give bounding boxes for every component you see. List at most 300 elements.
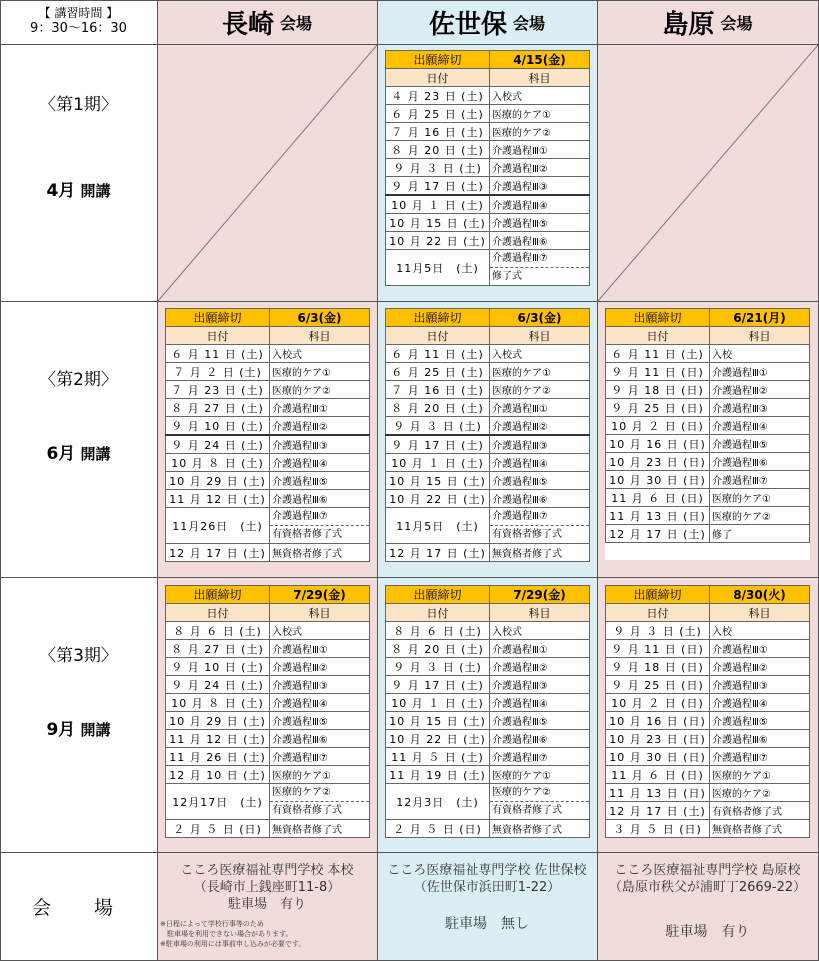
- table-row: [166, 417, 370, 436]
- column-header-row: [386, 69, 590, 87]
- session-subject: 介護過程Ⅲ②: [490, 658, 590, 676]
- period-start: [0, 439, 157, 464]
- session-date: 10 月 23 日 (日): [606, 453, 710, 471]
- session-date: 11 月 ５ 日 (土): [386, 748, 490, 766]
- deadline-label: 出願締切: [606, 309, 710, 327]
- period-start-word: 開講: [80, 721, 111, 739]
- session-subject: 入校式: [270, 622, 370, 640]
- session-subject: [490, 250, 590, 286]
- subject-line-1: 介護過程Ⅲ⑦: [490, 508, 589, 526]
- table-row: [386, 694, 590, 712]
- table-row: [166, 381, 370, 399]
- column-header-date: 日付: [606, 604, 710, 622]
- table-row: [386, 141, 590, 159]
- table-row: [386, 123, 590, 141]
- session-date: 10 月 30 日 (日): [606, 471, 710, 489]
- session-date: 12月17日 (土): [166, 784, 270, 820]
- table-row: [606, 525, 810, 543]
- subject-line-1: 介護過程Ⅲ⑦: [490, 250, 589, 268]
- session-subject: 修了: [710, 525, 810, 543]
- session-subject: 介護過程Ⅲ④: [270, 454, 370, 472]
- session-subject: 介護過程Ⅲ⑥: [490, 730, 590, 748]
- column-header-row: [606, 604, 810, 622]
- column-header-row: [166, 604, 370, 622]
- session-subject: 介護過程Ⅲ③: [270, 435, 370, 454]
- table-row: [606, 748, 810, 766]
- column-header-row: [166, 327, 370, 345]
- session-subject: 介護過程Ⅲ⑥: [490, 232, 590, 250]
- table-row: [386, 622, 590, 640]
- session-date: 10 月 15 日 (土): [386, 472, 490, 490]
- venue-row-label: 会 場: [31, 896, 125, 919]
- header-sasebo: [377, 0, 597, 44]
- session-subject: [490, 784, 590, 820]
- table-row: [606, 766, 810, 784]
- session-date: ９ 月 17 日 (土): [386, 676, 490, 694]
- period-3: [0, 577, 157, 852]
- deadline-label: 出願締切: [166, 309, 270, 327]
- session-date: 10 月 １ 日 (土): [386, 454, 490, 472]
- session-date: 10 月 16 日 (日): [606, 712, 710, 730]
- session-subject: 介護過程Ⅲ③: [490, 676, 590, 694]
- table-row: [386, 214, 590, 232]
- table-row: [386, 399, 590, 417]
- table-row: [386, 454, 590, 472]
- period-month: 4月: [46, 181, 76, 201]
- table-row: [166, 676, 370, 694]
- table-row: [386, 472, 590, 490]
- table-row: [606, 489, 810, 507]
- session-date: ８ 月 27 日 (土): [166, 399, 270, 417]
- venue-name: 佐世保: [428, 9, 507, 40]
- session-date: 10 月 ２ 日 (日): [606, 417, 710, 435]
- session-subject: 医療的ケア②: [490, 123, 590, 141]
- schedule-table-p2-shimabara: [605, 308, 810, 560]
- deadline-row: [166, 309, 370, 327]
- deadline-date: 6/21(月): [710, 309, 810, 327]
- subject-line-1: 医療的ケア②: [270, 784, 369, 802]
- venue-info-nagasaki: [157, 852, 377, 960]
- subject-line-2: 有資格者修了式: [272, 805, 342, 816]
- session-date: 11 月 19 日 (土): [386, 766, 490, 784]
- table-row: [166, 363, 370, 381]
- table-row: [606, 399, 810, 417]
- period-label: 〈第3期〉: [39, 646, 118, 666]
- session-subject: 無資格者修了式: [270, 820, 370, 838]
- period-start: [0, 176, 157, 201]
- session-subject: 介護過程Ⅲ⑤: [490, 712, 590, 730]
- table-row: [386, 508, 590, 544]
- parking-info: 駐車場 無し: [445, 916, 529, 932]
- not-held-shimabara-p1: [598, 45, 818, 301]
- session-subject: 無資格者修了式: [490, 820, 590, 838]
- session-subject: [270, 784, 370, 820]
- session-subject: 介護過程Ⅲ⑥: [270, 730, 370, 748]
- session-subject: 介護過程Ⅲ①: [490, 640, 590, 658]
- session-date: ６ 月 11 日 (土): [386, 345, 490, 363]
- session-subject: 介護過程Ⅲ③: [710, 399, 810, 417]
- session-date: ７ 月 ２ 日 (土): [166, 363, 270, 381]
- session-date: ９ 月 17 日 (土): [386, 177, 490, 196]
- column-header-subject: 科目: [710, 327, 810, 345]
- session-date: ９ 月 10 日 (土): [166, 658, 270, 676]
- parking-notes: [157, 919, 377, 949]
- session-date: 10 月 29 日 (土): [166, 712, 270, 730]
- table-row: [166, 454, 370, 472]
- table-row: [386, 177, 590, 196]
- session-date: 12 月 17 日 (土): [606, 525, 710, 543]
- table-row: [606, 507, 810, 525]
- deadline-row: [166, 586, 370, 604]
- table-row: [606, 435, 810, 453]
- session-subject: 介護過程Ⅲ⑤: [270, 472, 370, 490]
- subject-line-1: 医療的ケア②: [490, 784, 589, 802]
- table-row: [386, 159, 590, 177]
- session-date: ９ 月 18 日 (日): [606, 381, 710, 399]
- table-row: [606, 784, 810, 802]
- column-header-subject: 科目: [490, 327, 590, 345]
- table-row: [386, 730, 590, 748]
- subject-line-2: 有資格者修了式: [272, 529, 342, 540]
- table-row: [606, 676, 810, 694]
- session-date: 11月26日 (土): [166, 508, 270, 544]
- session-subject: 介護過程Ⅲ⑦: [710, 748, 810, 766]
- table-row: [386, 250, 590, 286]
- session-subject: 医療的ケア①: [710, 766, 810, 784]
- session-subject: 介護過程Ⅲ①: [270, 399, 370, 417]
- table-row: [386, 748, 590, 766]
- table-row: [386, 87, 590, 105]
- session-date: 11月5日 (土): [386, 250, 490, 286]
- table-row: [166, 712, 370, 730]
- period-label: 〈第2期〉: [39, 370, 118, 390]
- deadline-row: [606, 309, 810, 327]
- deadline-row: [606, 586, 810, 604]
- period-start: [0, 715, 157, 740]
- session-date: 10 月 １ 日 (土): [386, 694, 490, 712]
- table-row: [386, 417, 590, 436]
- session-subject: 介護過程Ⅲ⑤: [490, 472, 590, 490]
- table-row: [166, 658, 370, 676]
- period-start-word: 開講: [80, 182, 111, 200]
- session-date: 11 月 ６ 日 (日): [606, 489, 710, 507]
- session-date: ８ 月 20 日 (土): [386, 141, 490, 159]
- period-month: 9月: [46, 720, 76, 740]
- session-subject: 介護過程Ⅲ⑦: [710, 471, 810, 489]
- session-subject: 介護過程Ⅲ①: [710, 363, 810, 381]
- session-subject: 入校: [710, 345, 810, 363]
- table-row: [386, 232, 590, 250]
- session-subject: 医療的ケア①: [490, 766, 590, 784]
- table-row: [606, 453, 810, 471]
- deadline-label: 出願締切: [606, 586, 710, 604]
- session-date: 10 月 22 日 (土): [386, 490, 490, 508]
- session-date: 11 月 ６ 日 (日): [606, 766, 710, 784]
- session-date: ４ 月 23 日 (土): [386, 87, 490, 105]
- schedule-table-p3-shimabara: [605, 585, 810, 838]
- column-header-row: [606, 327, 810, 345]
- table-row: [386, 105, 590, 123]
- school-address: （長崎市上銭座町11-8）: [193, 880, 341, 895]
- session-date: ２ 月 ５ 日 (日): [166, 820, 270, 838]
- session-subject: 介護過程Ⅲ②: [490, 417, 590, 436]
- table-row: [166, 508, 370, 544]
- table-row: [386, 766, 590, 784]
- school-name: こころ医療福祉専門学校 島原校: [614, 863, 801, 878]
- table-row: [606, 363, 810, 381]
- subject-line-2: 有資格者修了式: [492, 805, 562, 816]
- table-row: [386, 345, 590, 363]
- venue-name: 長崎: [221, 9, 274, 40]
- session-date: 10 月 １ 日 (土): [386, 195, 490, 214]
- column-header-subject: 科目: [270, 327, 370, 345]
- period-month: 6月: [46, 444, 76, 464]
- session-subject: 介護過程Ⅲ②: [490, 159, 590, 177]
- table-row: [166, 730, 370, 748]
- table-row: [166, 622, 370, 640]
- school-address: （島原市秩父が浦町丁2669-22）: [608, 880, 807, 895]
- session-subject: 介護過程Ⅲ⑤: [490, 214, 590, 232]
- venue-name: 島原: [662, 9, 715, 40]
- table-row: [166, 640, 370, 658]
- session-date: ９ 月 25 日 (日): [606, 399, 710, 417]
- table-row: [166, 345, 370, 363]
- deadline-label: 出願締切: [386, 309, 490, 327]
- deadline-label: 出願締切: [386, 51, 490, 69]
- parking-info: 駐車場 有り: [227, 897, 306, 912]
- table-row: [606, 640, 810, 658]
- note-line: 駐車場を利用できない場合があります。: [160, 930, 293, 938]
- note-line: ※駐車場の利用には事前申し込みが必要です。: [160, 940, 306, 948]
- table-row: [386, 435, 590, 454]
- deadline-date: 6/3(金): [270, 309, 370, 327]
- table-row: [166, 766, 370, 784]
- column-header-row: [386, 604, 590, 622]
- period-2: [0, 301, 157, 577]
- column-header-date: 日付: [386, 69, 490, 87]
- session-subject: 介護過程Ⅲ④: [490, 694, 590, 712]
- table-row: [606, 345, 810, 363]
- table-row: [606, 471, 810, 489]
- session-subject: 入校式: [270, 345, 370, 363]
- session-subject: 介護過程Ⅲ①: [710, 640, 810, 658]
- table-row: [606, 658, 810, 676]
- session-subject: 無資格者修了式: [270, 544, 370, 562]
- session-subject: 介護過程Ⅲ②: [270, 417, 370, 436]
- session-date: 10 月 22 日 (土): [386, 730, 490, 748]
- deadline-date: 8/30(火): [710, 586, 810, 604]
- session-subject: 医療的ケア②: [710, 507, 810, 525]
- session-date: 12 月 17 日 (土): [386, 544, 490, 562]
- deadline-date: 7/29(金): [490, 586, 590, 604]
- session-subject: 介護過程Ⅲ⑥: [710, 730, 810, 748]
- period-label: 〈第1期〉: [39, 95, 118, 115]
- column-header-subject: 科目: [270, 604, 370, 622]
- session-date: 11 月 13 日 (日): [606, 507, 710, 525]
- table-row: [166, 399, 370, 417]
- session-date: ７ 月 23 日 (土): [166, 381, 270, 399]
- table-row: [166, 544, 370, 562]
- session-date: ９ 月 ３ 日 (土): [386, 658, 490, 676]
- session-subject: 無資格者修了式: [490, 544, 590, 562]
- period-1: [0, 44, 157, 301]
- table-row: [386, 381, 590, 399]
- column-header-row: [386, 327, 590, 345]
- session-subject: 有資格者修了式: [710, 802, 810, 820]
- session-subject: 医療的ケア①: [270, 766, 370, 784]
- session-date: ８ 月 20 日 (土): [386, 640, 490, 658]
- table-row: [386, 676, 590, 694]
- session-subject: 介護過程Ⅲ⑥: [490, 490, 590, 508]
- session-subject: 介護過程Ⅲ⑦: [270, 748, 370, 766]
- column-header-date: 日付: [166, 604, 270, 622]
- session-date: 11 月 12 日 (土): [166, 490, 270, 508]
- venue-suffix: 会場: [720, 13, 753, 33]
- venue-suffix: 会場: [280, 13, 313, 33]
- column-header-date: 日付: [386, 327, 490, 345]
- session-subject: 無資格者修了式: [710, 820, 810, 838]
- column-header-date: 日付: [606, 327, 710, 345]
- schedule-table-p2-nagasaki: [165, 308, 370, 562]
- schedule-table-p3-nagasaki: [165, 585, 370, 838]
- session-subject: 介護過程Ⅲ③: [490, 177, 590, 196]
- table-row: [386, 712, 590, 730]
- session-date: 12 月 17 日 (土): [166, 544, 270, 562]
- subject-line-2: 修了式: [492, 271, 522, 282]
- session-subject: 介護過程Ⅲ①: [490, 399, 590, 417]
- session-subject: 介護過程Ⅲ②: [710, 381, 810, 399]
- session-subject: 介護過程Ⅲ⑥: [710, 453, 810, 471]
- schedule-table-p1-sasebo: [385, 50, 590, 286]
- session-date: 10 月 16 日 (日): [606, 435, 710, 453]
- deadline-label: 出願締切: [166, 586, 270, 604]
- session-subject: 医療的ケア①: [490, 105, 590, 123]
- deadline-label: 出願締切: [386, 586, 490, 604]
- table-row: [386, 658, 590, 676]
- lecture-hours-label: 【 講習時間 】: [38, 6, 119, 20]
- session-date: 11 月 13 日 (日): [606, 784, 710, 802]
- table-row: [606, 820, 810, 838]
- session-date: ６ 月 25 日 (土): [386, 105, 490, 123]
- lecture-hours-value: 9：30〜16：30: [30, 21, 127, 36]
- session-subject: 介護過程Ⅲ③: [270, 676, 370, 694]
- deadline-row: [386, 51, 590, 69]
- session-date: ９ 月 24 日 (土): [166, 676, 270, 694]
- session-subject: 介護過程Ⅲ②: [270, 658, 370, 676]
- session-date: ６ 月 25 日 (土): [386, 363, 490, 381]
- table-row: [166, 784, 370, 820]
- session-date: 12 月 10 日 (土): [166, 766, 270, 784]
- deadline-date: 4/15(金): [490, 51, 590, 69]
- session-date: ２ 月 ５ 日 (日): [386, 820, 490, 838]
- table-row: [606, 802, 810, 820]
- session-date: ６ 月 11 日 (土): [606, 345, 710, 363]
- table-row: [166, 820, 370, 838]
- table-row: [606, 381, 810, 399]
- session-date: 12 月 17 日 (土): [606, 802, 710, 820]
- session-subject: 介護過程Ⅲ⑤: [710, 712, 810, 730]
- deadline-row: [386, 309, 590, 327]
- column-header-date: 日付: [386, 604, 490, 622]
- table-row: [606, 694, 810, 712]
- session-date: 11 月 26 日 (土): [166, 748, 270, 766]
- session-subject: 医療的ケア①: [710, 489, 810, 507]
- table-row: [166, 490, 370, 508]
- table-row: [386, 195, 590, 214]
- session-date: 10 月 15 日 (土): [386, 712, 490, 730]
- session-subject: 介護過程Ⅲ④: [270, 694, 370, 712]
- not-held-nagasaki-p1: [158, 45, 377, 301]
- session-subject: 介護過程Ⅲ⑥: [270, 490, 370, 508]
- session-date: ８ 月 20 日 (土): [386, 399, 490, 417]
- session-subject: 医療的ケア①: [270, 363, 370, 381]
- session-date: ９ 月 17 日 (土): [386, 435, 490, 454]
- session-date: ３ 月 ５ 日 (日): [606, 820, 710, 838]
- column-header-subject: 科目: [710, 604, 810, 622]
- subject-line-2: 有資格者修了式: [492, 529, 562, 540]
- school-name: こころ医療福祉専門学校 佐世保校: [387, 863, 587, 878]
- session-subject: 介護過程Ⅲ③: [710, 676, 810, 694]
- session-date: ９ 月 25 日 (日): [606, 676, 710, 694]
- school-address: （佐世保市浜田町1-22）: [413, 880, 561, 895]
- venue-info-shimabara: [597, 852, 818, 960]
- session-date: ９ 月 ３ 日 (土): [386, 159, 490, 177]
- session-subject: 介護過程Ⅲ④: [710, 694, 810, 712]
- session-subject: 介護過程Ⅲ⑤: [270, 712, 370, 730]
- table-row: [386, 490, 590, 508]
- session-subject: 介護過程Ⅲ④: [490, 454, 590, 472]
- session-subject: 医療的ケア②: [710, 784, 810, 802]
- session-subject: 医療的ケア②: [490, 381, 590, 399]
- subject-line-1: 介護過程Ⅲ⑦: [270, 508, 369, 526]
- school-name: こころ医療福祉専門学校 本校: [180, 863, 354, 878]
- session-date: ９ 月 10 日 (土): [166, 417, 270, 436]
- session-subject: 介護過程Ⅲ①: [270, 640, 370, 658]
- table-row: [606, 730, 810, 748]
- session-date: 10 月 29 日 (土): [166, 472, 270, 490]
- session-date: 11月5日 (土): [386, 508, 490, 544]
- table-row: [386, 544, 590, 562]
- empty-row: [606, 543, 810, 561]
- session-subject: 入校式: [490, 345, 590, 363]
- session-date: 10 月 22 日 (土): [386, 232, 490, 250]
- table-row: [606, 417, 810, 435]
- schedule-table-p2-sasebo: [385, 308, 590, 562]
- table-row: [166, 748, 370, 766]
- column-header-subject: 科目: [490, 604, 590, 622]
- header-shimabara: [597, 0, 818, 44]
- session-date: ８ 月 ６ 日 (土): [166, 622, 270, 640]
- session-subject: 入校式: [490, 622, 590, 640]
- session-subject: 介護過程Ⅲ③: [490, 435, 590, 454]
- session-subject: [490, 508, 590, 544]
- session-date: ９ 月 11 日 (日): [606, 363, 710, 381]
- deadline-date: 7/29(金): [270, 586, 370, 604]
- header-nagasaki: [157, 0, 377, 44]
- session-subject: 介護過程Ⅲ⑤: [710, 435, 810, 453]
- column-header-date: 日付: [166, 327, 270, 345]
- session-date: ８ 月 ６ 日 (土): [386, 622, 490, 640]
- table-row: [166, 435, 370, 454]
- session-date: ９ 月 11 日 (日): [606, 640, 710, 658]
- session-date: ９ 月 24 日 (土): [166, 435, 270, 454]
- session-subject: [270, 508, 370, 544]
- table-row: [386, 640, 590, 658]
- deadline-row: [386, 586, 590, 604]
- session-date: 10 月 ８ 日 (土): [166, 454, 270, 472]
- lecture-hours: [0, 0, 157, 44]
- session-date: ９ 月 18 日 (日): [606, 658, 710, 676]
